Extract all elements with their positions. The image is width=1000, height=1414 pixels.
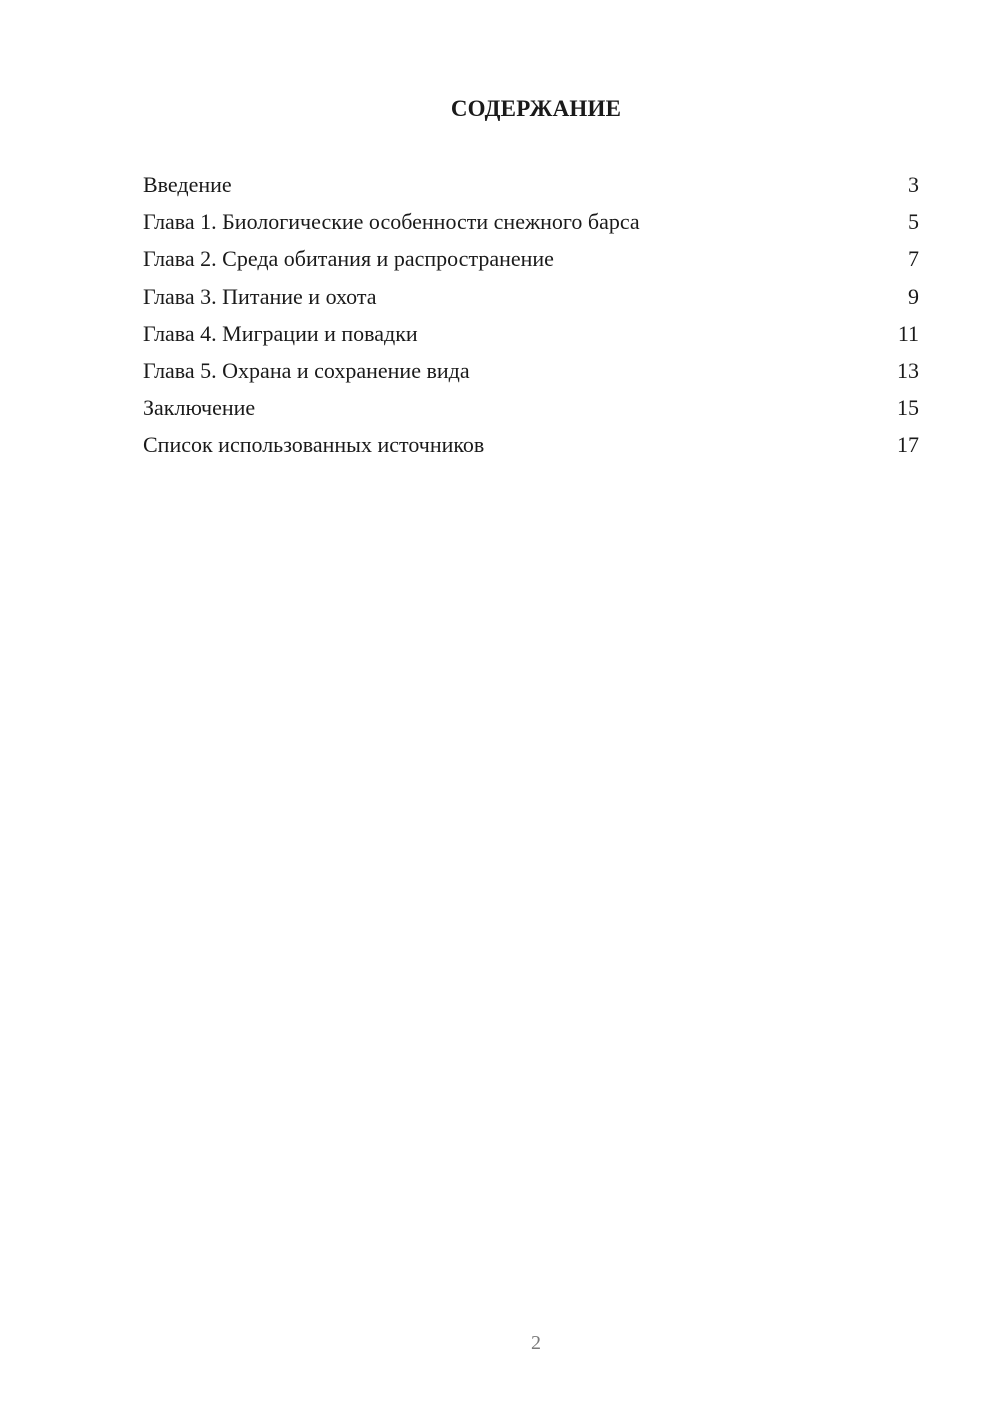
toc-entry-page: 3 bbox=[908, 172, 919, 197]
toc-entry-page: 7 bbox=[908, 246, 919, 272]
toc-entry-page: 13 bbox=[897, 357, 919, 383]
toc-entry-introduction bbox=[143, 170, 919, 207]
page-number: 2 bbox=[531, 1332, 541, 1354]
toc-entry-conclusion bbox=[143, 393, 919, 430]
toc-entry-chapter-4 bbox=[143, 319, 919, 356]
toc-title: СОДЕРЖАНИЕ bbox=[450, 96, 622, 121]
toc-entry-references bbox=[143, 430, 919, 467]
toc-entry-chapter-3 bbox=[143, 282, 919, 319]
toc-entry-chapter-5 bbox=[143, 356, 919, 393]
toc-entry-label: Глава 2. Среда обитания и распространение bbox=[143, 246, 554, 272]
toc-entry-page: 11 bbox=[897, 320, 919, 346]
toc-entry-label: Глава 3. Питание и охота bbox=[143, 283, 377, 309]
toc-entry-label: Заключение bbox=[143, 395, 256, 421]
toc-entry-label: Глава 4. Миграции и повадки bbox=[143, 320, 418, 346]
toc-entry-chapter-1 bbox=[143, 207, 919, 244]
toc-entry-page: 15 bbox=[897, 395, 919, 421]
toc-entry-label: Глава 1. Биологические особенности снежного барса bbox=[143, 209, 640, 235]
toc-entry-chapter-2 bbox=[143, 244, 919, 281]
table-of-contents bbox=[143, 170, 919, 468]
toc-entry-label: Глава 5. Охрана и сохранение вида bbox=[143, 357, 470, 383]
toc-entry-label: Введение bbox=[143, 172, 232, 197]
toc-entry-label: Список использованных источников bbox=[143, 432, 485, 458]
toc-entry-page: 9 bbox=[908, 283, 919, 309]
toc-entry-page: 17 bbox=[897, 432, 919, 458]
toc-entry-page: 5 bbox=[908, 209, 919, 235]
